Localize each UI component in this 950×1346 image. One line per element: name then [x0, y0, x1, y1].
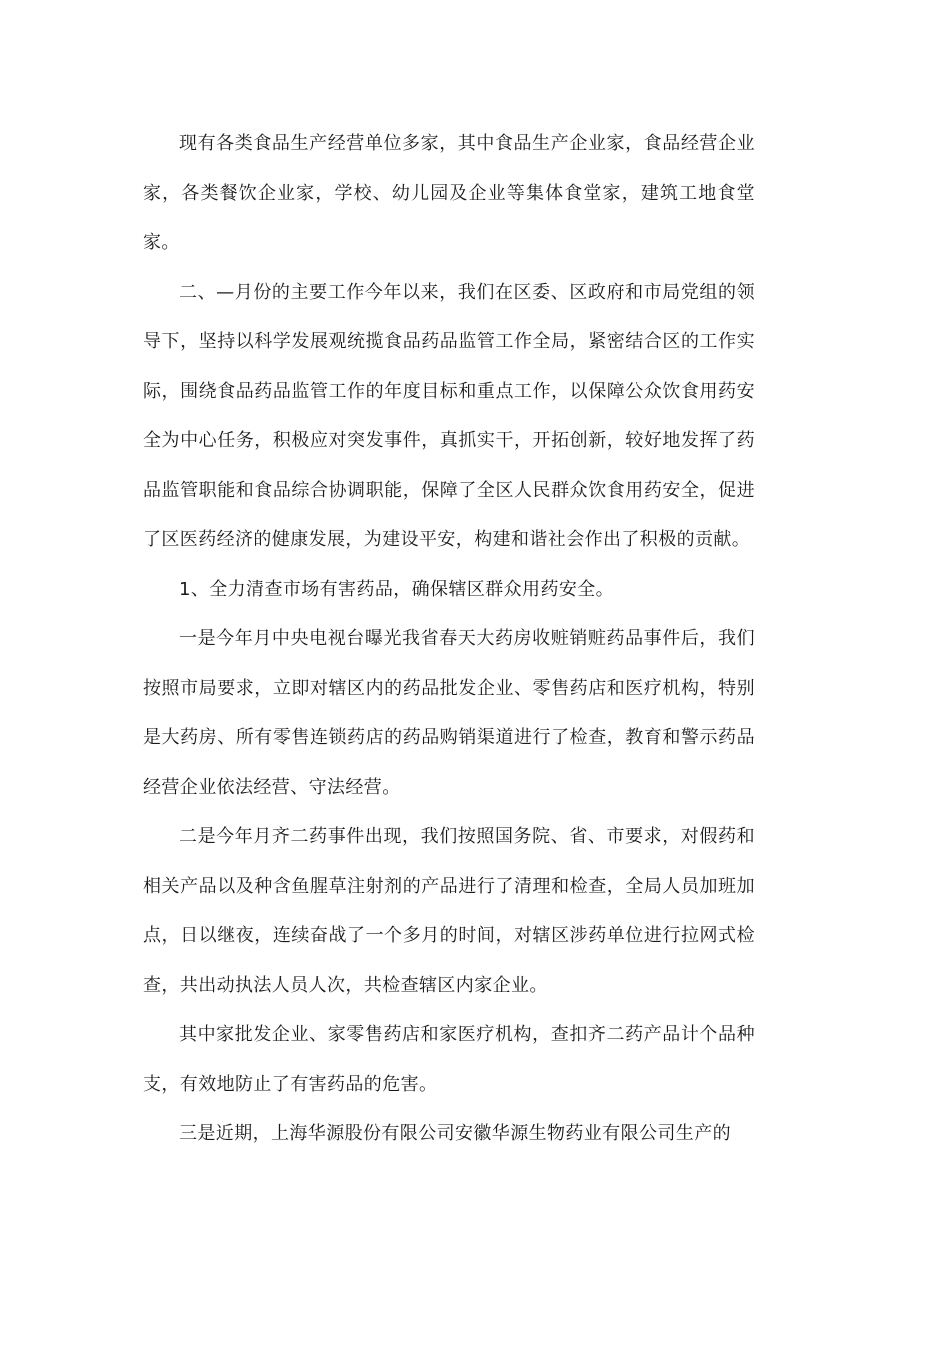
paragraph-food-units: 现有各类食品生产经营单位多家，其中食品生产企业家，食品经营企业家，各类餐饮企业家，学校、幼儿园及企业等集体食堂家，建筑工地食堂家。 [143, 133, 755, 253]
paragraph-item-third: 三是近期，上海华源股份有限公司安徽华源生物药业有限公司生产的 [179, 1123, 731, 1144]
paragraph-main-work: 二、—月份的主要工作今年以来，我们在区委、区政府和市局党组的领导下，坚持以科学发展观统揽食品药品监管工作全局，紧密结合区的工作实际，围绕食品药品监管工作的年度目标和重点工作，以保障公众饮食用药安全为中心任务，积极应对突发事件，真抓实干，开拓创新，较好地发挥了药品监管职能和食品综合协调职能，保障了全区人民群众饮食用药安全，促进了区医药经济的健康发展，为建设平安，构建和谐社会作出了积极的贡献。 [143, 281, 755, 550]
document-body [143, 119, 755, 1159]
paragraph-item-second: 二是今年月齐二药事件出现，我们按照国务院、省、市要求，对假药和相关产品以及种含鱼腥草注射剂的产品进行了清理和检查，全局人员加班加点，日以继夜，连续奋战了一个多月的时间，对辖区涉药单位进行拉网式检查，共出动执法人员人次，共检查辖区内家企业。 [143, 826, 755, 996]
paragraph-heading-1: 1、全力清查市场有害药品，确保辖区群众用药安全。 [179, 578, 615, 600]
paragraph-seizure-details: 其中家批发企业、家零售药店和家医疗机构，查扣齐二药产品计个品种支，有效地防止了有害药品的危害。 [143, 1024, 755, 1095]
paragraph-item-first: 一是今年月中央电视台曝光我省春天大药房收赃销赃药品事件后，我们按照市局要求，立即对辖区内的药品批发企业、零售药店和医疗机构，特别是大药房、所有零售连锁药店的药品购销渠道进行了检查，教育和警示药品经营企业依法经营、守法经营。 [143, 628, 755, 798]
